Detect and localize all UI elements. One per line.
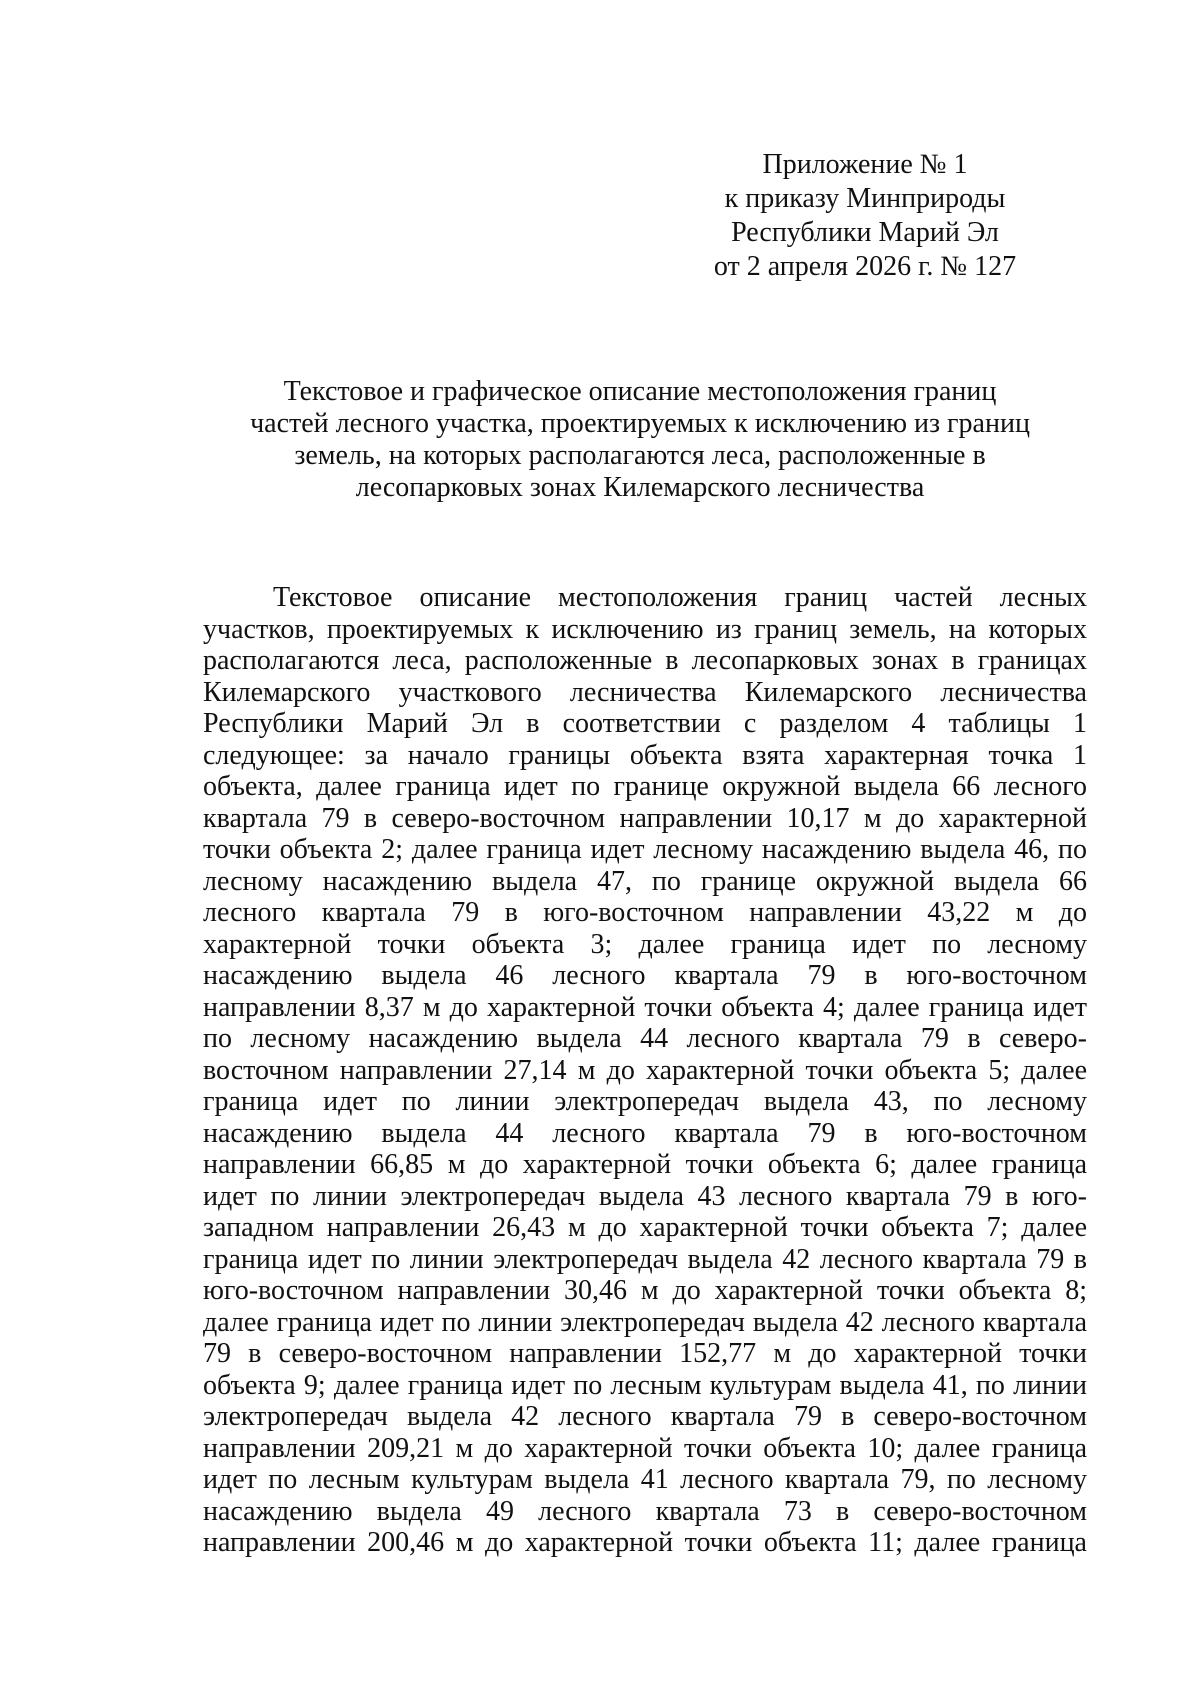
body-line: 79 в северо-восточном направлении 152,77 м до характерной точки [203,1338,1087,1369]
body-line: следующее: за начало границы объекта взята характерная точка 1 [203,739,1087,771]
body-line: Республики Марий Эл в соответствии с разделом 4 таблицы 1 [203,708,1087,739]
body-line: Килемарского участкового лесничества Килемарского лесничества [203,676,1087,708]
body-line: квартала 79 в северо-восточном направлении 10,17 м до характерной [203,802,1087,834]
body-line: идет по лесным культурам выдела 41 лесного квартала 79, по лесному [203,1464,1087,1495]
document-title [220,376,1060,504]
body-line: характерной точки объекта 3; далее граница идет по лесному [203,928,1087,960]
body-line: восточном направлении 27,14 м до характерной точки объекта 5; далее [203,1054,1087,1086]
body-line: направлении 200,46 м до характерной точки объекта 11; далее граница [203,1527,1087,1558]
title-line: Текстовое и графическое описание местоположения границ [283,376,997,407]
title-line: лесопарковых зонах Килемарского лесничества [355,472,925,503]
body-line: направлении 209,21 м до характерной точки объекта 10; далее граница [203,1432,1087,1464]
body-line: объекта, далее граница идет по границе окружной выдела 66 лесного [203,771,1087,802]
title-line: земель, на которых располагаются леса, расположенные в [294,440,986,471]
body-line: участков, проектируемых к исключению из границ земель, на которых [203,613,1087,645]
body-paragraph [203,582,1087,1559]
body-line: располагаются леса, расположенные в лесопарковых зонах в границах [203,645,1087,676]
body-line: точки объекта 2; далее граница идет лесному насаждению выдела 46, по [203,834,1087,865]
appendix-header [700,148,1030,284]
body-line: граница идет по линии электропередач выдела 43, по лесному [203,1086,1087,1117]
appendix-line: Республики Марий Эл [731,217,999,248]
body-line: лесному насаждению выдела 47, по границе окружной выдела 66 [203,865,1087,897]
body-line: Текстовое описание местоположения границ частей лесных [273,582,1087,613]
appendix-line: к приказу Минприроды [724,183,1006,214]
body-line: юго-восточном направлении 30,46 м до характерной точки объекта 8; [203,1275,1087,1306]
body-line: электропередач выдела 42 лесного квартала 79 в северо-восточном [203,1401,1087,1432]
body-line: по лесному насаждению выдела 44 лесного квартала 79 в северо- [203,1023,1087,1054]
appendix-line: от 2 апреля 2026 г. № 127 [713,251,1017,282]
body-line: западном направлении 26,43 м до характерной точки объекта 7; далее [203,1212,1087,1243]
body-line: далее граница идет по линии электропередач выдела 42 лесного квартала [203,1306,1087,1338]
body-line: объекта 9; далее граница идет по лесным культурам выдела 41, по линии [203,1369,1087,1401]
body-line: идет по линии электропередач выдела 43 лесного квартала 79 в юго- [203,1180,1087,1212]
body-line: направлении 66,85 м до характерной точки объекта 6; далее граница [203,1149,1087,1180]
body-line: граница идет по линии электропередач выдела 42 лесного квартала 79 в [203,1243,1087,1275]
body-line: лесного квартала 79 в юго-восточном направлении 43,22 м до [203,897,1087,928]
appendix-line: Приложение № 1 [762,149,968,180]
body-line: насаждению выдела 46 лесного квартала 79 в юго-восточном [203,960,1087,991]
body-line: насаждению выдела 44 лесного квартала 79 в юго-восточном [203,1117,1087,1149]
body-line: направлении 8,37 м до характерной точки объекта 4; далее граница идет [203,991,1087,1023]
body-line: насаждению выдела 49 лесного квартала 73 в северо-восточном [203,1495,1087,1527]
title-line: частей лесного участка, проектируемых к исключению из границ [250,408,1030,439]
